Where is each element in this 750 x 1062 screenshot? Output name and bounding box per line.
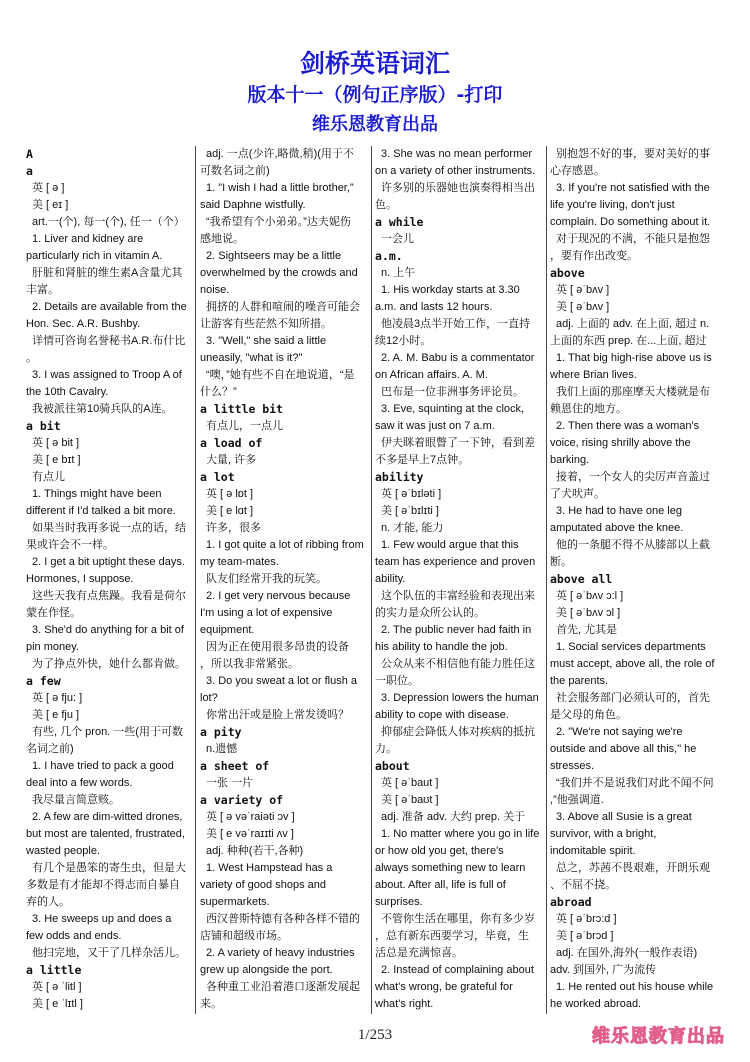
entry-text-line: 英 [ ə bit ]: [32, 437, 80, 449]
entry-text-line: 英 [ əˈbʌv ]: [556, 284, 610, 296]
entry-text-line: 英 [ əˈbaut ]: [381, 777, 439, 789]
entry-text-line: 英 [ əˈbɪləti ]: [381, 488, 442, 500]
entry-text-line: 2. A. M. Babu is a commentator: [381, 352, 535, 364]
entry-text-line: “我希望有个小弟弟。”达夫妮伤: [206, 216, 351, 228]
entry-text-line: 美 [ e bɪt ]: [32, 454, 81, 466]
entry-text-line: 多数是有才能却不得志而自暴自: [26, 879, 180, 891]
entry-text-line: art.一(个), 每一(个), 任一（个）: [32, 216, 185, 228]
entry-text-line: 别抱怨不好的事，要对美好的事: [556, 148, 710, 160]
entry-headword: a load of: [200, 436, 263, 450]
entry-text-line: grew up alongside the port.: [200, 964, 333, 976]
entry-text-line: what's right.: [375, 998, 434, 1010]
entry-text-line: about. After all, life is full of: [375, 879, 506, 891]
entry-text-line: what's wrong, be grateful for: [375, 981, 513, 993]
entry-headword: a pity: [200, 725, 242, 739]
entry-text-line: life you're living, don't just: [550, 199, 675, 211]
entry-text-line: but most are talented, frustrated,: [26, 828, 185, 840]
entry-text-line: 公众从来不相信他有能力胜任这: [381, 658, 535, 670]
entry-text-line: 这个队伍的丰富经验和表现出来: [381, 590, 535, 602]
entry-text-line: 1. Things might have been: [32, 488, 162, 500]
entry-text-line: 1. I got quite a lot of ribbing from: [206, 539, 364, 551]
entry-text-line: 名词之前): [26, 743, 74, 755]
entry-text-line: 2. I get a bit uptight these days.: [32, 556, 185, 568]
entry-text-line: 我尽量言简意赅。: [32, 794, 120, 806]
entry-text-line: 3. Do you sweat a lot or flush a: [206, 675, 358, 687]
entry-text-line: adj. 上面的 adv. 在上面, 超过 n.: [556, 318, 710, 330]
entry-text-line: survivor, with a bright,: [550, 828, 657, 840]
vocab-column-4: [550, 146, 722, 1016]
entry-text-line: 3. He had to have one leg: [556, 505, 682, 517]
entry-text-line: 美 [ e lɑt ]: [206, 505, 254, 517]
entry-text-line: ability to cope with disease.: [375, 709, 509, 721]
entry-text-line: 对于现况的不满，不能只是抱怨: [556, 233, 710, 245]
entry-text-line: 接着，一个女人的尖厉声音盖过: [556, 471, 710, 483]
entry-text-line: 因为正在使用很多昂贵的设备: [206, 641, 349, 653]
entry-text-line: said Daphne wistfully.: [200, 199, 306, 211]
entry-text-line: ，要有作出改变。: [550, 250, 638, 262]
entry-text-line: 美 [ e vəˈraɪɪti ʌv ]: [206, 828, 294, 840]
entry-text-line: overwhelmed by the crowds and: [200, 267, 358, 279]
entry-text-line: 英 [ əˈbʌv ɔ:l ]: [556, 590, 624, 602]
entry-text-line: 3. If you're not satisfied with the: [556, 182, 710, 194]
entry-text-line: 1. Liver and kidney are: [32, 233, 144, 245]
entry-text-line: 有点儿: [32, 471, 65, 483]
entry-text-line: 2. Details are available from the: [32, 301, 187, 313]
column-divider: [546, 146, 547, 1014]
entry-text-line: 大量, 许多: [206, 454, 257, 466]
vocab-column-1: [26, 146, 192, 1016]
entry-text-line: ，所以我非常紧张。: [200, 658, 299, 670]
entry-text-line: 1. No matter where you go in life: [381, 828, 540, 840]
entry-text-line: he worked abroad.: [550, 998, 642, 1010]
entry-text-line: 美 [ əˈbʌv ɔl ]: [556, 607, 621, 619]
entry-text-line: 英 [ ə lɒt ]: [206, 488, 254, 500]
entry-text-line: ability.: [375, 573, 406, 585]
publisher-line: 维乐恩教育出品: [312, 114, 438, 135]
entry-text-line: 美 [ e ˈlɪtl ]: [32, 998, 83, 1010]
entry-headword: a little bit: [200, 402, 284, 416]
entry-text-line: 来。: [200, 998, 222, 1010]
entry-text-line: 2. The public never had faith in: [381, 624, 532, 636]
entry-text-line: 英 [ əˈbrɔ:d ]: [556, 913, 617, 925]
entry-text-line: n.遗憾: [206, 743, 238, 755]
entry-text-line: 。: [26, 352, 37, 364]
entry-text-line: 他的一条腿不得不从膝部以上截: [556, 539, 710, 551]
entry-text-line: 美 [ e fju ]: [32, 709, 80, 721]
entry-text-line: deal into a few words.: [26, 777, 133, 789]
entry-text-line: voice, rising shrilly above the: [550, 437, 691, 449]
entry-text-line: 抑郁症会降低人体对疾病的抵抗: [381, 726, 535, 738]
entry-text-line: surprises.: [375, 896, 423, 908]
entry-text-line: 如果当时我再多说一点的话，结: [32, 522, 186, 534]
entry-text-line: few odds and ends.: [26, 930, 122, 942]
entry-text-line: 丰富。: [26, 284, 59, 296]
entry-text-line: 3. He sweeps up and does a: [32, 913, 172, 925]
entry-text-line: 2. I get very nervous because: [206, 590, 351, 602]
entry-headword: a little: [26, 963, 82, 977]
entry-text-line: 果或许会不一样。: [26, 539, 114, 551]
entry-text-line: Hon. Sec. A.R. Bushby.: [26, 318, 141, 330]
page-title: 剑桥英语词汇: [299, 49, 450, 78]
entry-text-line: or how old you get, there's: [375, 845, 504, 857]
entry-text-line: 英 [ ə fju: ]: [32, 692, 83, 704]
entry-text-line: 一会儿: [381, 233, 414, 245]
entry-headword: above all: [550, 572, 613, 586]
entry-text-line: wasted people.: [26, 845, 100, 857]
entry-text-line: 美 [ əˈbrɔd ]: [556, 930, 614, 942]
entry-text-line: 2. A variety of heavy industries: [206, 947, 355, 959]
entry-text-line: 1. West Hampstead has a: [206, 862, 333, 874]
entry-text-line: 断。: [550, 556, 572, 568]
entry-text-line: 详情可咨询名誉秘书A.R.布什比: [32, 335, 186, 347]
entry-text-line: equipment.: [200, 624, 255, 636]
entry-headword: a bit: [26, 419, 61, 433]
entry-text-line: 1. I have tried to pack a good: [32, 760, 174, 772]
entry-text-line: 2. Instead of complaining about: [381, 964, 534, 976]
entry-text-line: supermarkets.: [200, 896, 270, 908]
entry-headword: ability: [375, 470, 424, 484]
entry-headword: a variety of: [200, 793, 284, 807]
entry-text-line: 英 [ ə vəˈraiəti ɔv ]: [206, 811, 295, 823]
entry-text-line: 拥挤的人群和喧闹的噪音可能会: [206, 301, 360, 313]
page-subtitle: 版本十一（例句正序版）-打印: [247, 84, 503, 106]
entry-text-line: ，总有新东西要学习，毕竟，生: [375, 930, 529, 942]
entry-text-line: 感地说。: [200, 233, 244, 245]
entry-text-line: 1. Few would argue that this: [381, 539, 519, 551]
entry-text-line: 一职位。: [375, 675, 419, 687]
entry-text-line: indomitable spirit.: [550, 845, 636, 857]
entry-text-line: the parents.: [550, 675, 609, 687]
entry-text-line: 是父母的角色。: [550, 709, 627, 721]
entry-text-line: 3. She'd do anything for a bit of: [32, 624, 184, 636]
entry-headword: A: [26, 147, 33, 161]
entry-headword: about: [375, 759, 410, 773]
entry-text-line: 许多别的乐器她也演奏得相当出: [381, 182, 535, 194]
entry-text-line: 西汉普斯特德有各种各样不错的: [206, 913, 360, 925]
entry-text-line: 我们上面的那座摩天大楼就是布: [556, 386, 710, 398]
entry-text-line: a.m. and lasts 12 hours.: [375, 301, 493, 313]
entry-text-line: 3. She was no mean performer: [381, 148, 533, 160]
entry-text-line: 各种重工业沿着港口逐渐发展起: [206, 981, 360, 993]
entry-text-line: 3. "Well," she said a little: [206, 335, 327, 347]
column-divider: [371, 146, 372, 1014]
entry-text-line: 3. I was assigned to Troop A of: [32, 369, 182, 381]
entry-text-line: adj. 种种(若干,各种): [206, 845, 304, 857]
entry-text-line: different if I'd talked a bit more.: [26, 505, 176, 517]
entry-text-line: I'm using a lot of expensive: [200, 607, 333, 619]
entry-text-line: 蒙在作怪。: [26, 607, 81, 619]
entry-text-line: 有点儿，一点儿: [206, 420, 283, 432]
entry-text-line: 你常出汗或是脸上常发烫吗？: [206, 709, 349, 721]
entry-text-line: 2. Then there was a woman's: [556, 420, 700, 432]
entry-text-line: 1. That big high-rise above us is: [556, 352, 712, 364]
entry-text-line: uneasily, "what is it?": [200, 352, 303, 364]
entry-text-line: 弃的人。: [26, 896, 70, 908]
entry-text-line: 3. Depression lowers the human: [381, 692, 539, 704]
entry-text-line: adv. 到国外, 广为流传: [550, 964, 657, 976]
entry-text-line: 力。: [375, 743, 397, 755]
entry-text-line: 队友们经常开我的玩笑。: [206, 573, 327, 585]
entry-text-line: 他扫完地，又干了几样杂活儿。: [32, 947, 186, 959]
vocab-column-3: [375, 146, 542, 1016]
entry-text-line: 伊夫眯着眼瞥了一下钟，看到差: [381, 437, 535, 449]
entry-text-line: 、不屈不挠。: [550, 879, 616, 891]
entry-text-line: 肝脏和肾脏的维生素A含量尤其: [32, 267, 183, 279]
entry-text-line: 可数名词之前): [200, 165, 270, 177]
entry-text-line: always something new to learn: [375, 862, 526, 874]
entry-text-line: 首先, 尤其是: [556, 624, 618, 636]
entry-text-line: 2. Sightseers may be a little: [206, 250, 342, 262]
entry-text-line: 赖恩住的地方。: [550, 403, 627, 415]
entry-text-line: 2. A few are dim-witted drones,: [32, 811, 183, 823]
entry-text-line: n. 上午: [381, 267, 416, 279]
entry-text-line: 色。: [375, 199, 397, 211]
entry-text-line: 许多，很多: [206, 522, 261, 534]
entry-text-line: 1. "I wish I had a little brother,": [206, 182, 354, 194]
watermark-logo: 维乐恩教育出品: [592, 1026, 725, 1047]
entry-text-line: outside and above all this," he: [550, 743, 697, 755]
entry-headword: a.m.: [375, 249, 403, 263]
entry-text-line: particularly rich in vitamin A.: [26, 250, 163, 262]
entry-text-line: his ability to handle the job.: [375, 641, 508, 653]
entry-text-line: 1. He rented out his house while: [556, 981, 714, 993]
entry-text-line: team has experience and proven: [375, 556, 536, 568]
entry-text-line: my team-mates.: [200, 556, 279, 568]
entry-headword: above: [550, 266, 585, 280]
entry-text-line: 3. Above all Susie is a great: [556, 811, 692, 823]
entry-text-line: 什么？”: [200, 386, 237, 398]
entry-text-line: variety of good shops and: [200, 879, 326, 891]
entry-text-line: 1. Social services departments: [556, 641, 706, 653]
entry-text-line: amputated above the knee.: [550, 522, 684, 534]
entry-text-line: 这些天我有点焦躁。我看是荷尔: [32, 590, 186, 602]
entry-headword: a lot: [200, 470, 235, 484]
entry-text-line: 有几个是愚笨的寄生虫，但是大: [32, 862, 186, 874]
entry-headword: a while: [375, 215, 424, 229]
entry-text-line: barking.: [550, 454, 590, 466]
entry-text-line: where Brian lives.: [550, 369, 637, 381]
entry-text-line: 社会服务部门必须认可的，首先: [556, 692, 710, 704]
entry-text-line: 活总是充满惊喜。: [375, 947, 463, 959]
entry-text-line: 一张 一片: [206, 777, 254, 789]
entry-text-line: must accept, above all, the role of: [550, 658, 715, 670]
entry-text-line: “噢，”她有些不自在地说道，“是: [206, 369, 355, 381]
entry-text-line: 为了挣点外快，她什么都肯做。: [32, 658, 186, 670]
entry-text-line: noise.: [200, 284, 230, 296]
entry-text-line: 的实力是众所公认的。: [375, 607, 485, 619]
entry-text-line: 不管你生活在哪里，你有多少岁: [381, 913, 535, 925]
entry-text-line: ,”他强调道.: [550, 794, 604, 806]
entry-text-line: 让游客有些茫然不知所措。: [200, 318, 332, 330]
entry-text-line: pin money.: [26, 641, 79, 653]
entry-headword: a: [26, 164, 33, 178]
entry-text-line: 我被派往第10骑兵队的A连。: [32, 403, 173, 415]
entry-text-line: 3. Eve, squinting at the clock,: [381, 403, 525, 415]
entry-headword: a few: [26, 674, 61, 688]
entry-text-line: 店铺和超级市场。: [200, 930, 288, 942]
entry-text-line: 他凌晨3点半开始工作，一直持: [381, 318, 531, 330]
entry-text-line: 1. His workday starts at 3.30: [381, 284, 520, 296]
entry-text-line: 美 [ eɪ ]: [32, 199, 69, 211]
entry-text-line: on African affairs. A. M.: [375, 369, 488, 381]
entry-text-line: the 10th Cavalry.: [26, 386, 109, 398]
entry-text-line: adj. 准备 adv. 大约 prep. 关于: [381, 811, 526, 823]
entry-text-line: 不多是早上7点钟。: [375, 454, 470, 466]
entry-text-line: 美 [ əˈbɪlɪti ]: [381, 505, 439, 517]
entry-text-line: 上面的东西 prep. 在...上面, 超过: [550, 335, 707, 347]
entry-text-line: 了犬吠声。: [550, 488, 605, 500]
entry-text-line: “我们并不是说我们对此不闻不问: [556, 777, 714, 789]
entry-text-line: 续12小时。: [375, 335, 432, 347]
entry-text-line: 英 [ ə ˈlitl ]: [32, 981, 82, 993]
entry-text-line: 心存感恩。: [550, 165, 605, 177]
entry-text-line: stresses.: [550, 760, 595, 772]
entry-headword: a sheet of: [200, 759, 270, 773]
entry-headword: abroad: [550, 895, 592, 909]
entry-text-line: 美 [ əˈbaʊt ]: [381, 794, 439, 806]
entry-text-line: Hormones, I suppose.: [26, 573, 134, 585]
entry-text-line: 巴布是一位非洲事务评论员。: [381, 386, 524, 398]
entry-text-line: 美 [ əˈbʌv ]: [556, 301, 610, 313]
entry-text-line: on a variety of other instruments.: [375, 165, 536, 177]
entry-text-line: lot?: [200, 692, 218, 704]
page-number: 1/253: [357, 1027, 393, 1043]
entry-text-line: complain. Do something about it.: [550, 216, 711, 228]
entry-text-line: 英 [ ə ]: [32, 182, 65, 194]
entry-text-line: adj. 一点(少许,略微,稍)(用于不: [206, 148, 354, 160]
entry-text-line: n. 才能, 能力: [381, 522, 444, 534]
column-divider: [195, 146, 196, 1014]
entry-text-line: saw it was just on 7 a.m.: [375, 420, 495, 432]
entry-text-line: adj. 在国外,海外(一般作表语): [556, 947, 698, 959]
entry-text-line: 2. "We're not saying we're: [556, 726, 683, 738]
entry-text-line: 总之，苏茜不畏艰难，开朗乐观: [556, 862, 710, 874]
entry-text-line: 有些, 几个 pron. 一些(用于可数: [32, 726, 183, 738]
vocab-column-2: [200, 146, 368, 1016]
